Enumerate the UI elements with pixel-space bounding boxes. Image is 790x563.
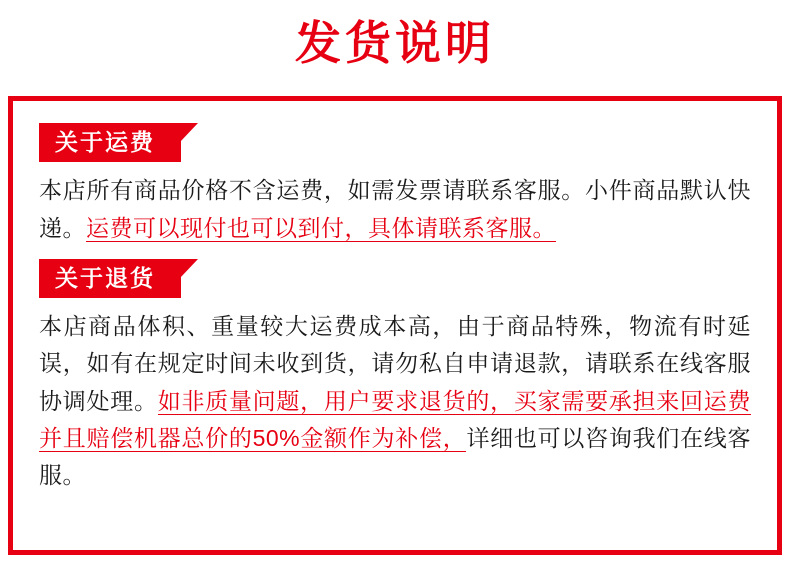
return-text-highlight: 如非质量问题，用户要求退货的，买家需要承担来回运费并且赔偿机器总价的50%金额作为补偿， [39,387,752,451]
content-inner [13,101,777,510]
section-shipping-tag: 关于运费 [39,123,181,162]
section-return [39,259,751,495]
return-text-plain-1: 本店商品体积、重量较大运费成本高，由于商品特殊，物流有时延误，如有在规定时间未收到货，请勿私自申请退款，请联系在线客服协调处理。 [39,313,751,414]
section-return-tag: 关于退货 [39,259,181,298]
section-shipping [39,123,751,247]
page-title: 发货说明 [295,17,495,69]
section-return-text [39,308,751,494]
shipping-text-plain: 本店所有商品价格不含运费，如需发票请联系客服。小件商品默认快递。 [39,177,751,241]
return-text-plain-2: 详细也可以咨询我们在线客服。 [39,424,751,489]
section-shipping-text [39,172,751,247]
content-frame [8,96,782,555]
shipping-text-highlight: 运费可以现付也可以到付，具体请联系客服。 [86,214,556,241]
